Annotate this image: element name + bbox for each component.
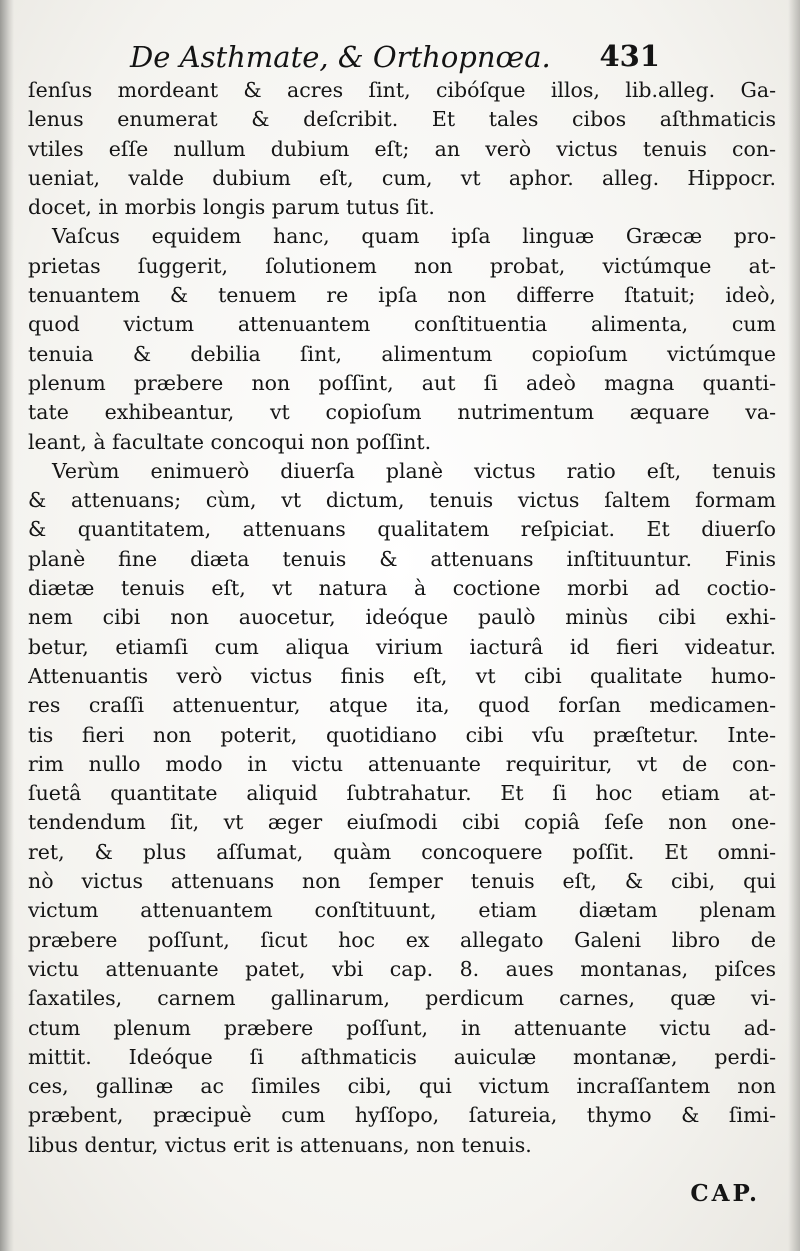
text-line: docet, in morbis longis parum tutus ſit. bbox=[28, 195, 435, 220]
text-line: tenuia & debilia ſint, alimentum copioſum victúmque bbox=[28, 341, 776, 366]
text-line: ces, gallinæ ac ſimiles cibi, qui victum incraſſantem non bbox=[28, 1074, 776, 1099]
text-line: Verùm enimuerò diuerſa planè victus ratio eſt, tenuis bbox=[52, 458, 776, 483]
text-line: rim nullo modo in victu attenuante requiritur, vt de con- bbox=[28, 751, 776, 776]
page-edge-shadow bbox=[0, 0, 14, 1251]
running-header bbox=[130, 40, 660, 80]
text-line: lenus enumerat & deſcribit. Et tales cibos aſthmaticis bbox=[28, 107, 776, 132]
text-line: ret, & plus aſſumat, quàm concoquere poſſit. Et omni- bbox=[28, 839, 776, 864]
text-line: tendendum ſit, vt æger eiuſmodi cibi copiâ ſeſe non one- bbox=[28, 810, 776, 835]
text-line: ſuetâ quantitate aliquid ſubtrahatur. Et ſi hoc etiam at- bbox=[28, 781, 776, 806]
text-line: tenuantem & tenuem re ipſa non differre ſtatuit; ideò, bbox=[28, 283, 776, 308]
text-line: betur, etiamſi cum aliqua virium iacturâ id fieri videatur. bbox=[28, 634, 776, 659]
catchword: CAP. bbox=[690, 1180, 760, 1207]
text-line: res craſſi attenuentur, atque ita, quod forſan medicamen- bbox=[28, 693, 776, 718]
text-line: vtiles eſſe nullum dubium eſt; an verò victus tenuis con- bbox=[28, 136, 776, 161]
text-line: & quantitatem, attenuans qualitatem reſpiciat. Et diuerſo bbox=[28, 517, 776, 542]
text-line: diætæ tenuis eſt, vt natura à coctione morbi ad coctio- bbox=[28, 576, 776, 601]
body-text bbox=[28, 76, 776, 1160]
text-line: ſenſus mordeant & acres ſint, cibóſque illos, lib.alleg. Ga- bbox=[28, 78, 776, 102]
text-line: præbere poſſunt, ſicut hoc ex allegato Galeni libro de bbox=[28, 927, 776, 952]
running-title: De Asthmate, & Orthopnœa. bbox=[130, 40, 551, 74]
page-edge-shadow-right bbox=[788, 0, 800, 1251]
text-line: nem cibi non auocetur, ideóque paulò minùs cibi exhi- bbox=[28, 605, 776, 630]
text-line: ſaxatiles, carnem gallinarum, perdicum carnes, quæ vi- bbox=[28, 986, 776, 1011]
text-line: Attenuantis verò victus finis eſt, vt cibi qualitate humo- bbox=[28, 663, 776, 688]
text-line: leant, à facultate concoqui non poſſint. bbox=[28, 429, 432, 454]
text-line: libus dentur, victus erit is attenuans, non tenuis. bbox=[28, 1132, 532, 1157]
text-line: præbent, præcipuè cum hyſſopo, ſatureia, thymo & ſimi- bbox=[28, 1103, 776, 1128]
page-number: 431 bbox=[599, 39, 660, 73]
text-line: nò victus attenuans non ſemper tenuis eſt, & cibi, qui bbox=[28, 869, 776, 894]
text-line: Vaſcus equidem hanc, quam ipſa linguæ Græcæ pro- bbox=[52, 224, 776, 249]
text-line: plenum præbere non poſſint, aut ſi adeò magna quanti- bbox=[28, 370, 776, 395]
text-line: prietas ſuggerit, ſolutionem non probat, victúmque at- bbox=[28, 253, 776, 278]
text-line: ctum plenum præbere poſſunt, in attenuante victu ad- bbox=[28, 1015, 776, 1040]
text-line: ueniat, valde dubium eſt, cum, vt aphor. alleg. Hippocr. bbox=[28, 165, 776, 190]
text-line: victu attenuante patet, vbi cap. 8. aues montanas, piſces bbox=[28, 956, 776, 981]
text-line: mittit. Ideóque ſi aſthmaticis auiculæ montanæ, perdi- bbox=[28, 1044, 776, 1069]
text-line: quod victum attenuantem conſtituentia alimenta, cum bbox=[28, 312, 776, 337]
text-line: & attenuans; cùm, vt dictum, tenuis victus ſaltem formam bbox=[28, 488, 776, 513]
text-line: tate exhibeantur, vt copioſum nutrimentum æquare va- bbox=[28, 400, 776, 425]
text-line: planè fine diæta tenuis & attenuans inſtituuntur. Finis bbox=[28, 546, 776, 571]
text-line: victum attenuantem conſtituunt, etiam diætam plenam bbox=[28, 898, 776, 923]
text-line: tis fieri non poterit, quotidiano cibi vſu præſtetur. Inte- bbox=[28, 722, 776, 747]
